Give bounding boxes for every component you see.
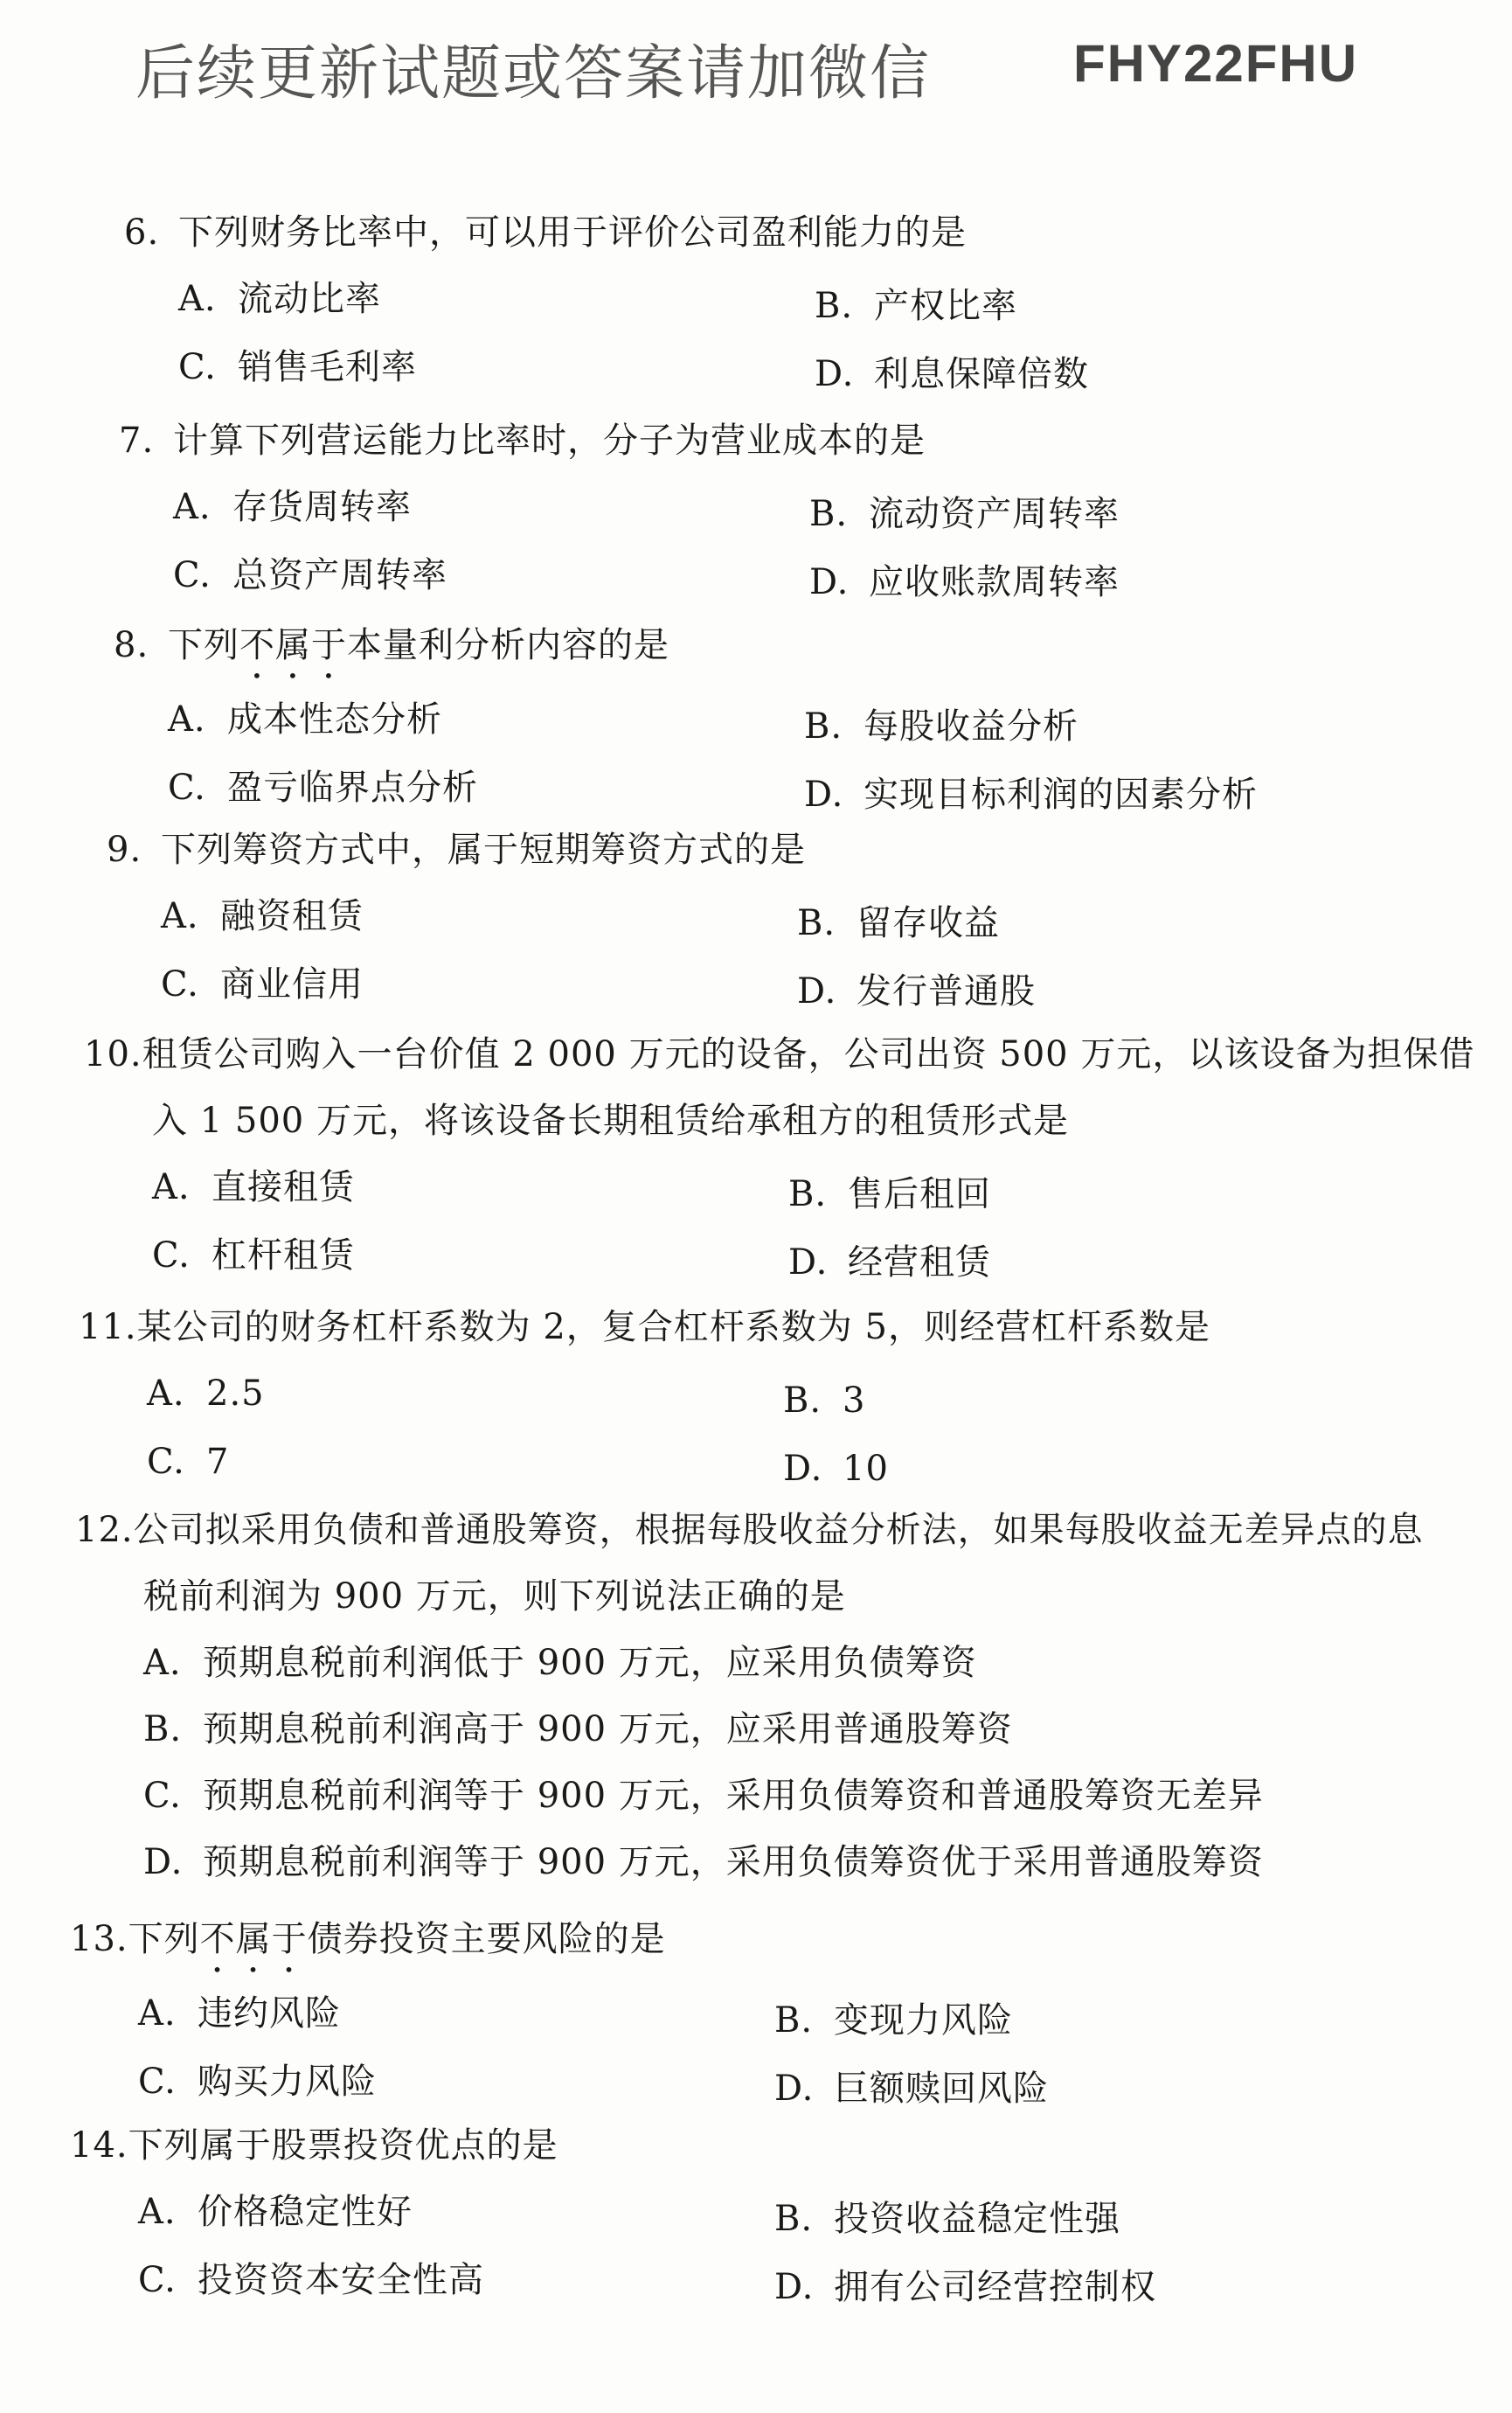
- question-number: 9.: [107, 830, 142, 870]
- question-stem: [70, 2112, 1468, 2179]
- option-b: B. 每股收益分析: [804, 706, 1079, 747]
- option-a: A. 存货周转率: [173, 487, 412, 527]
- question-number: 12.: [75, 1510, 134, 1550]
- question-6: [124, 199, 1512, 399]
- option-c: C. 7: [147, 1442, 230, 1482]
- question-text: 下列财务比率中，可以用于评价公司盈利能力的是: [178, 212, 967, 253]
- question-text: 计算下列营运能力比率时，分子为营业成本的是: [173, 421, 926, 461]
- option-a: A. 价格稳定性好: [138, 2192, 413, 2232]
- emphasized-text: 不属于: [239, 625, 347, 665]
- options: [107, 883, 1505, 1016]
- question-number: 10.: [84, 1034, 142, 1074]
- question-text-line1: 公司拟采用负债和普通股筹资，根据每股收益分析法，如果每股收益无差异点的息: [133, 1510, 1424, 1550]
- question-stem: [124, 199, 1512, 266]
- options: [124, 266, 1512, 399]
- option-b: B. 3: [783, 1380, 866, 1421]
- options: [114, 686, 1512, 819]
- option-a: A. 直接租赁: [152, 1167, 355, 1207]
- question-13: [70, 1906, 1468, 2113]
- option-c: C. 预期息税前利润等于 900 万元，采用负债筹资和普通股筹资无差异: [143, 1776, 1264, 1816]
- question-12: [75, 1497, 1474, 1895]
- question-11: [79, 1294, 1477, 1493]
- option-d: D. 发行普通股: [797, 971, 1036, 1012]
- question-number: 6.: [124, 212, 160, 253]
- option-c: C. 商业信用: [161, 964, 364, 1005]
- question-stem: [79, 1294, 1477, 1360]
- question-text: 某公司的财务杠杆系数为 2，复合杠杆系数为 5，则经营杠杆系数是: [136, 1307, 1210, 1347]
- option-d: D. 应收账款周转率: [809, 562, 1120, 602]
- options: [98, 1154, 1496, 1287]
- option-d: D. 实现目标利润的因素分析: [804, 775, 1258, 815]
- option-d: D. 10: [783, 1449, 889, 1489]
- question-stem: 13.下列不属于债券投资主要风险的是: [70, 1906, 1468, 1980]
- option-c: C. 盈亏临界点分析: [168, 768, 478, 808]
- option-c: C. 总资产周转率: [173, 555, 447, 595]
- options: [119, 474, 1512, 607]
- option-b: B. 产权比率: [815, 286, 1017, 326]
- option-b: B. 投资收益稳定性强: [774, 2199, 1120, 2239]
- option-d: D. 利息保障倍数: [815, 354, 1089, 394]
- option-a: A. 违约风险: [138, 1993, 341, 2034]
- option-b: B. 变现力风险: [774, 2000, 1013, 2041]
- question-text-line2: 税前利润为 900 万元，则下列说法正确的是: [143, 1576, 846, 1617]
- question-stem: [75, 1497, 1474, 1563]
- option-a: A. 流动比率: [178, 279, 381, 319]
- question-number: 13.: [70, 1919, 128, 1959]
- question-text-line1: 租赁公司购入一台价值 2 000 万元的设备，公司出资 500 万元，以该设备为担保借: [142, 1034, 1475, 1074]
- question-7: [119, 407, 1512, 607]
- option-a: A. 融资租赁: [161, 896, 364, 936]
- question-stem: [119, 407, 1512, 474]
- watermark-banner: [0, 16, 1512, 112]
- option-c: C. 销售毛利率: [178, 347, 417, 387]
- option-d: D. 预期息税前利润等于 900 万元，采用负债筹资优于采用普通股筹资: [143, 1842, 1264, 1882]
- option-d: D. 经营租赁: [788, 1242, 991, 1283]
- option-c: C. 杠杆租赁: [152, 1235, 355, 1276]
- question-14: [70, 2112, 1468, 2312]
- question-number: 11.: [79, 1307, 137, 1347]
- banner-wechat-id: FHY22FHU: [1073, 34, 1359, 93]
- question-text: 下列属于股票投资优点的是: [128, 2125, 558, 2166]
- option-b: B. 售后租回: [788, 1174, 991, 1214]
- options: [93, 1360, 1491, 1493]
- question-number: 8.: [114, 625, 149, 665]
- question-stem: 8. 下列不属于本量利分析内容的是: [114, 612, 1512, 686]
- question-stem: [84, 1021, 1482, 1088]
- question-text-line2: 入 1 500 万元，将该设备长期租赁给承租方的租赁形式是: [152, 1101, 1069, 1141]
- option-a: A. 预期息税前利润低于 900 万元，应采用负债筹资: [143, 1643, 977, 1683]
- option-a: A. 2.5: [147, 1373, 265, 1414]
- option-c: C. 购买力风险: [138, 2062, 377, 2102]
- emphasized-text: 不属于: [199, 1919, 308, 1959]
- option-b: B. 流动资产周转率: [809, 494, 1120, 534]
- question-number: 7.: [119, 421, 155, 461]
- option-a: A. 成本性态分析: [168, 699, 442, 740]
- option-d: D. 巨额赎回风险: [774, 2069, 1049, 2109]
- question-10: [84, 1021, 1482, 1287]
- question-8: [114, 612, 1512, 819]
- option-b: B. 留存收益: [797, 903, 1000, 943]
- question-9: [107, 817, 1505, 1016]
- option-c: C. 投资资本安全性高: [138, 2260, 484, 2300]
- option-d: D. 拥有公司经营控制权: [774, 2267, 1156, 2307]
- question-text: 下列筹资方式中，属于短期筹资方式的是: [161, 830, 806, 870]
- option-b: B. 预期息税前利润高于 900 万元，应采用普通股筹资: [143, 1709, 1013, 1749]
- question-stem: [107, 817, 1505, 883]
- question-number: 14.: [70, 2125, 128, 2166]
- options: [84, 1980, 1482, 2113]
- options: [84, 2179, 1482, 2312]
- banner-text: 后续更新试题或答案请加微信: [135, 39, 932, 108]
